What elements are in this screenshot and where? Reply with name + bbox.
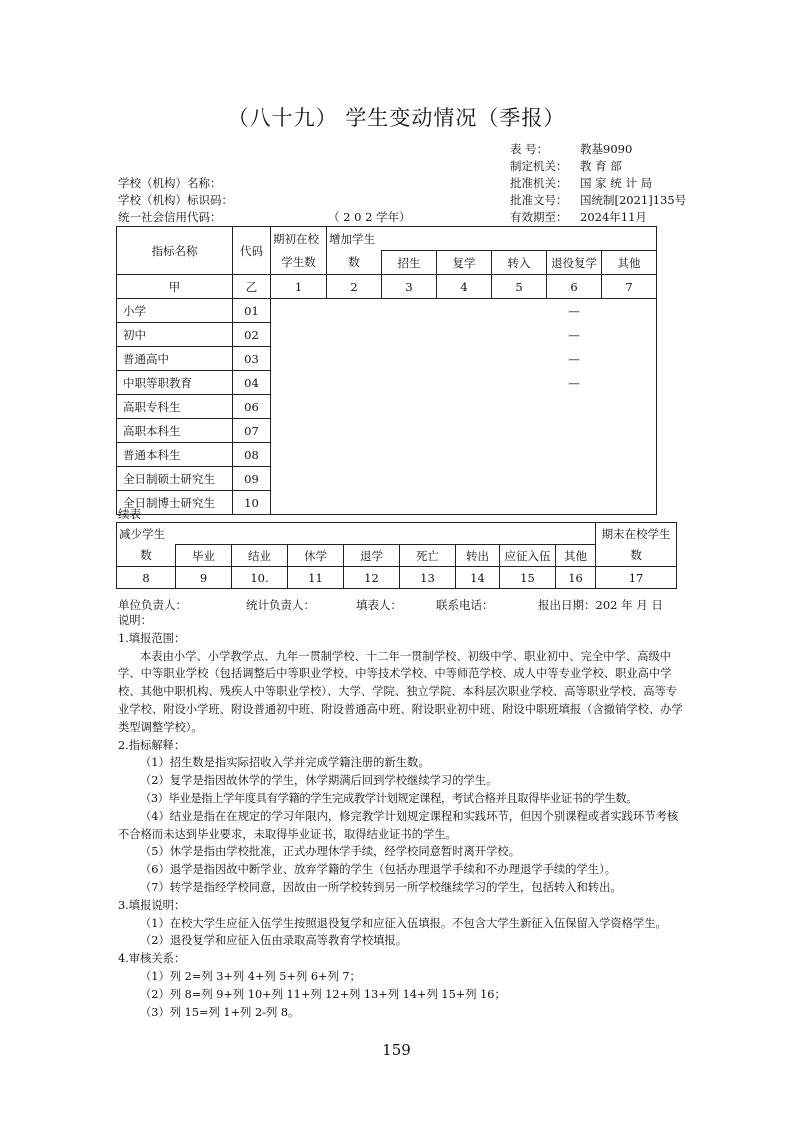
header-code: 代码	[233, 227, 271, 275]
section-3-title: 3.填报说明：	[118, 898, 186, 912]
header-transfer-out: 转出	[456, 545, 500, 567]
header-increase-bot: 数	[327, 251, 382, 275]
table-row: 初中 02 —	[117, 323, 657, 347]
note-item: （3）列 15=列 1+列 2-列 8。	[140, 1005, 300, 1019]
meta-credit-code: 统一社会信用代码：	[118, 210, 222, 224]
note-item: （7）转学是指经学校同意，因故由一所学校转到另一所学校继续学习的学生，包括转入和转出。	[140, 880, 622, 894]
header-initial-top: 期初在校	[271, 227, 327, 251]
note-item: （4）结业是指在在规定的学习年限内，修完教学计划规定课程和实践环节，但因个别课程或者实践环节考核不合格而未达到毕业要求，未取得毕业证书，取得结业证书的学生。	[118, 809, 679, 841]
unit-head-label: 单位负责人：	[118, 598, 187, 612]
header-other: 其他	[602, 251, 657, 275]
meta-valid-until: 有效期至： 2024年11月	[510, 210, 647, 224]
table-row: 全日制博士研究生 10	[117, 491, 657, 515]
note-item: （6）退学是指因故中断学业、放弃学籍的学生（包括办理退学手续和不办理退学手续的学生）。	[140, 863, 617, 877]
table-row: 普通本科生 08	[117, 443, 657, 467]
meta-form-number: 表 号： 教基9090	[510, 142, 633, 156]
notes-heading: 说明：	[118, 614, 152, 627]
table-row: 小学 01 —	[117, 299, 657, 323]
note-item: （1）招生数是指实际招收入学并完成学籍注册的新生数。	[140, 756, 430, 770]
table-row: 高职本科生 07	[117, 419, 657, 443]
page-title: （八十九） 学生变动情况（季报）	[227, 106, 566, 130]
instructions	[118, 612, 688, 1021]
not-applicable-mark: —	[568, 327, 580, 342]
meta-school-id: 学校（机构）标识码：	[118, 193, 233, 207]
not-applicable-mark: —	[568, 303, 580, 318]
header-end-bot: 数	[596, 545, 677, 567]
header-graduate: 毕业	[176, 545, 232, 567]
filler-label: 填表人：	[356, 598, 402, 612]
section-2-title: 2.指标解释：	[118, 738, 186, 752]
table-row: 普通高中 03 —	[117, 347, 657, 371]
header-other: 其他	[556, 545, 596, 567]
school-year: （ 2 0 2 学年）	[328, 210, 411, 224]
section-1-body: 本表由小学、小学教学点、九年一贯制学校、十二年一贯制学校、初级中学、职业初中、完全中学、高级中学、中等职业学校（包括调整后中等职业学校、中等技术学校、中等师范学校、成人中等专业学校、职业高中学校、其他中职机构、残疾人中等职业学校）、大学、学院、独立学院、本科层次职业学校、高等职业学校、高等专业学校、附设小学班、附设普通初中班、附设普通高中班、附设职业初中班、附设中职班填报（含撤销学校、办学类型调整学校）。	[118, 649, 683, 734]
table-row: 中职等职教育 04 —	[117, 371, 657, 395]
meta-approval-number: 批准文号： 国统制[2021]135号	[510, 193, 687, 207]
note-item: （2）退役复学和应征入伍由录取高等教育学校填报。	[140, 934, 408, 948]
table-row: 全日制硕士研究生 09	[117, 467, 657, 491]
meta-school-name: 学校（机构）名称：	[118, 176, 222, 190]
header-death: 死亡	[400, 545, 456, 567]
form-meta-left	[118, 175, 233, 226]
meta-approving-agency: 批准机关： 国 家 统 计 局	[510, 176, 653, 190]
section-1-title: 1.填报范围：	[118, 631, 186, 645]
index-row: 甲 乙 1 2 3 4 5 6 7	[117, 275, 657, 299]
phone-label: 联系电话：	[436, 598, 494, 612]
meta-issuing-agency: 制定机关： 教 育 部	[510, 159, 622, 173]
header-suspend: 休学	[288, 545, 344, 567]
header-completion: 结业	[232, 545, 288, 567]
page-number: 159	[382, 1041, 411, 1059]
report-date-label: 报出日期：202 年 月 日	[538, 598, 663, 612]
note-item: （5）休学是指由学校批准，正式办理休学手续，经学校同意暂时离开学校。	[140, 845, 520, 859]
not-applicable-mark: —	[568, 351, 580, 366]
header-decrease-top: 减少学生	[117, 523, 596, 545]
header-indicator-name: 指标名称	[117, 227, 233, 275]
header-enlist: 应征入伍	[500, 545, 556, 567]
header-end-top: 期末在校学生	[596, 523, 677, 545]
continued-label: 续表	[118, 507, 141, 521]
header-resume: 复学	[437, 251, 492, 275]
header-initial-bot: 学生数	[271, 251, 327, 275]
note-item: （2）复学是指因故休学的学生，休学期满后回到学校继续学习的学生。	[140, 774, 498, 788]
index-row: 8 9 10. 11 12 13 14 15 16 17	[117, 567, 677, 589]
section-4-title: 4.审核关系：	[118, 952, 186, 966]
header-enroll: 招生	[382, 251, 437, 275]
header-transfer-in: 转入	[492, 251, 547, 275]
note-item: （2）列 8=列 9+列 10+列 11+列 12+列 13+列 14+列 15+列 16；	[140, 987, 506, 1001]
student-change-table-continued	[116, 522, 677, 589]
header-decrease-bot: 数	[117, 545, 176, 567]
note-item: （1）在校大学生应征入伍学生按照退役复学和应征入伍填报。不包含大学生新征入伍保留入学资格学生。	[140, 916, 667, 930]
stat-head-label: 统计负责人：	[246, 598, 315, 612]
note-item: （3）毕业是指上学年度具有学籍的学生完成教学计划规定课程，考试合格并且取得毕业证书的学生数。	[140, 791, 638, 805]
form-meta-right	[510, 141, 686, 226]
header-veteran-resume: 退役复学	[547, 251, 602, 275]
header-increase-top: 增加学生	[327, 227, 657, 251]
not-applicable-mark: —	[568, 375, 580, 390]
note-item: （1）列 2=列 3+列 4+列 5+列 6+列 7；	[140, 969, 361, 983]
student-change-table	[116, 226, 657, 515]
table-row: 高职专科生 06	[117, 395, 657, 419]
header-withdraw: 退学	[344, 545, 400, 567]
